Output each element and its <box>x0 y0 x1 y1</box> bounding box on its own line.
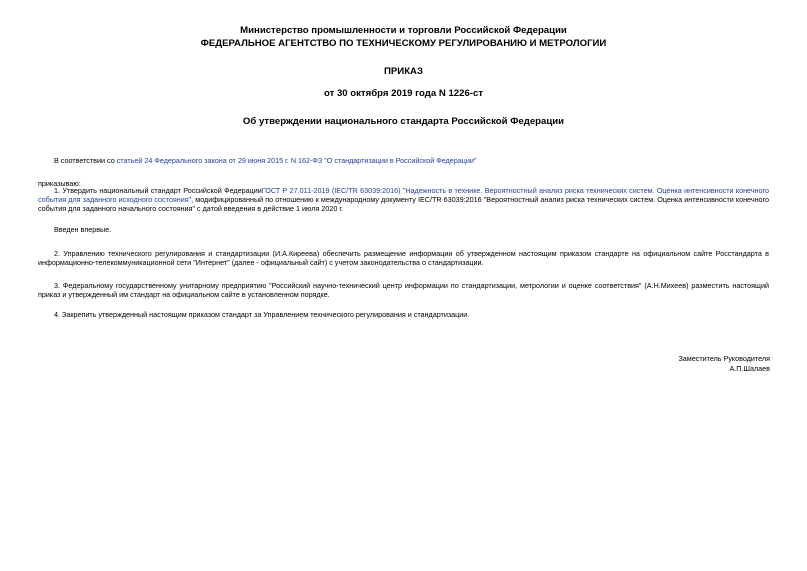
order-word: приказываю: <box>38 179 81 188</box>
document-date-number: от 30 октября 2019 года N 1226-ст <box>323 88 484 99</box>
item-3-paragraph <box>38 281 769 299</box>
first-time-note: Введен впервые. <box>54 225 112 234</box>
signature-position: Заместитель Руководителя <box>678 354 770 363</box>
item-2-text: 2. Управлению технического регулирования и стандартизации (И.А.Киреева) обеспечить размещение информации об утвержденном настоящим приказом стандарте на официальном сайте Росстандарта в информационно-телекоммуникационной сети "Интернет" (далее - официальный сайт) с учетом законодательства о стандартизации. <box>38 249 769 267</box>
federal-law-link[interactable]: статьей 24 Федерального закона от 29 июня 2015 г. N 162-ФЗ "О стандартизации в Российской Федерации" <box>116 156 477 165</box>
item-4-paragraph: 4. Закрепить утвержденный настоящим приказом стандарт за Управлением технического регулирования и стандартизации. <box>54 310 470 319</box>
signature-name: А.П.Шалаев <box>729 364 770 373</box>
item-3-text: 3. Федеральному государственному унитарному предприятию "Российский научно-технический центр информации по стандартизации, метрологии и оценке соответствия" (А.Н.Михеев) разместить настоящий приказ и утвержденный им стандарт на официальном сайте в установленном порядке. <box>38 281 769 299</box>
item-1-paragraph <box>38 186 769 213</box>
item-1-suffix: , модифицированный по отношению к международному документу IEC/TR 63039:2016 "Вероятностный анализ риска технических систем. Оценка интенсивности конечного события для заданного начального состояния" с датой введения в действие 1 июля 2020 г. <box>38 195 769 213</box>
document-type: ПРИКАЗ <box>384 66 423 77</box>
preamble-prefix: В соответствии со <box>54 156 117 165</box>
ministry-title: Министерство промышленности и торговли Российской Федерации <box>240 25 567 36</box>
preamble <box>54 156 476 165</box>
item-1-prefix: 1. Утвердить национальный стандарт Российской Федерации <box>54 186 262 195</box>
item-2-paragraph <box>38 249 769 267</box>
document-subject: Об утверждении национального стандарта Российской Федерации <box>242 116 565 127</box>
gost-standard-link[interactable]: ГОСТ Р 27.011-2019 (IEC/TR 63039:2016) "Надежность в технике. Вероятностный анализ риска технических систем. Оценка интенсивности конечного события для заданного исходного состояния" <box>38 186 769 204</box>
agency-title: ФЕДЕРАЛЬНОЕ АГЕНТСТВО ПО ТЕХНИЧЕСКОМУ РЕГУЛИРОВАНИЮ И МЕТРОЛОГИИ <box>200 38 607 49</box>
